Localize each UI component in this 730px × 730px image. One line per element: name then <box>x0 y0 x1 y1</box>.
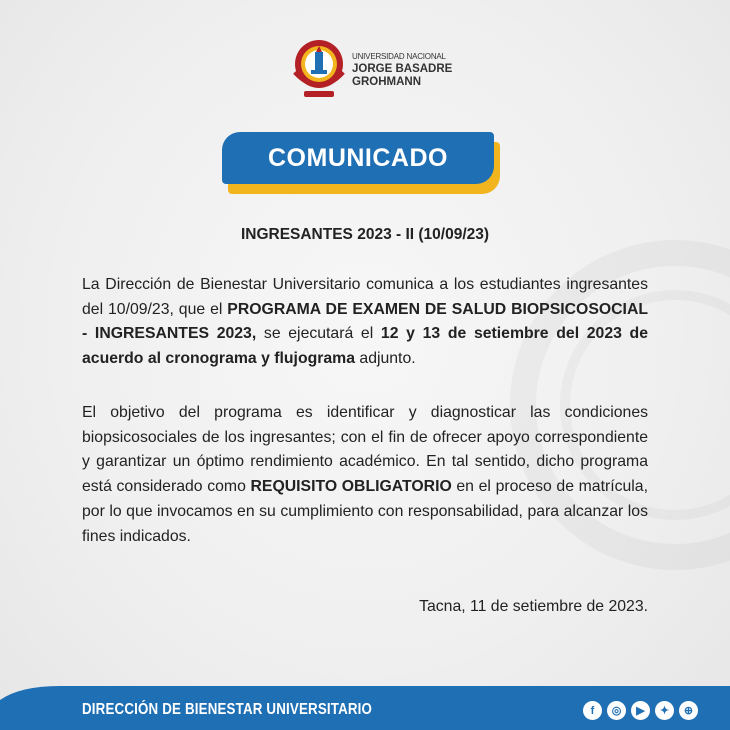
p1-text-2: se ejecutará el <box>256 325 381 343</box>
university-seal-icon <box>290 36 348 102</box>
logo-line-2: JORGE BASADRE <box>352 62 453 75</box>
p1-bold-1: PROGRAMA DE EXAMEN DE SALUD BIOPSICOSOCIAL - INGRESANTES 2023, <box>82 300 649 343</box>
p1-text-3: adjunto. <box>355 350 416 368</box>
footer-bar <box>0 686 730 730</box>
facebook-icon[interactable]: f <box>583 701 602 720</box>
paragraph-2 <box>82 401 648 549</box>
twitter-icon[interactable]: ✦ <box>655 701 674 720</box>
document-subtitle: INGRESANTES 2023 - II (10/09/23) <box>240 226 490 243</box>
social-icons <box>583 701 698 720</box>
comunicado-banner <box>222 132 500 194</box>
university-logo <box>290 36 452 102</box>
p1-bold-2: 12 y 13 de setiembre del 2023 de acuerdo al cronograma y flujograma <box>82 325 648 368</box>
p2-text-2: en el proceso de matrícula, por lo que invocamos en su cumplimiento con responsabilidad, para alcanzar los fines indicados. <box>82 478 648 545</box>
p1-text-1: La Dirección de Bienestar Universitario comunica a los estudiantes ingresantes del 10/09/23, que el <box>82 276 648 318</box>
banner-title: COMUNICADO <box>222 132 494 184</box>
p2-bold-1: REQUISITO OBLIGATORIO <box>250 478 452 496</box>
logo-line-3: GROHMANN <box>352 75 421 88</box>
paragraph-1 <box>82 273 648 372</box>
youtube-icon[interactable]: ▶ <box>631 701 650 720</box>
document-date: Tacna, 11 de setiembre de 2023. <box>419 598 648 615</box>
p2-text-1: El objetivo del programa es identificar y diagnosticar las condiciones biopsicosociales de los ingresantes; con el fin de ofrecer apoyo correspondiente y garantizar un óptimo rendimiento académico. En tal sentido, dicho programa está considerado como <box>82 404 648 496</box>
footer-label: DIRECCIÓN DE BIENESTAR UNIVERSITARIO <box>82 701 373 718</box>
web-icon[interactable]: ⊕ <box>679 701 698 720</box>
instagram-icon[interactable]: ◎ <box>607 701 626 720</box>
logo-line-1: UNIVERSIDAD NACIONAL <box>352 51 446 61</box>
